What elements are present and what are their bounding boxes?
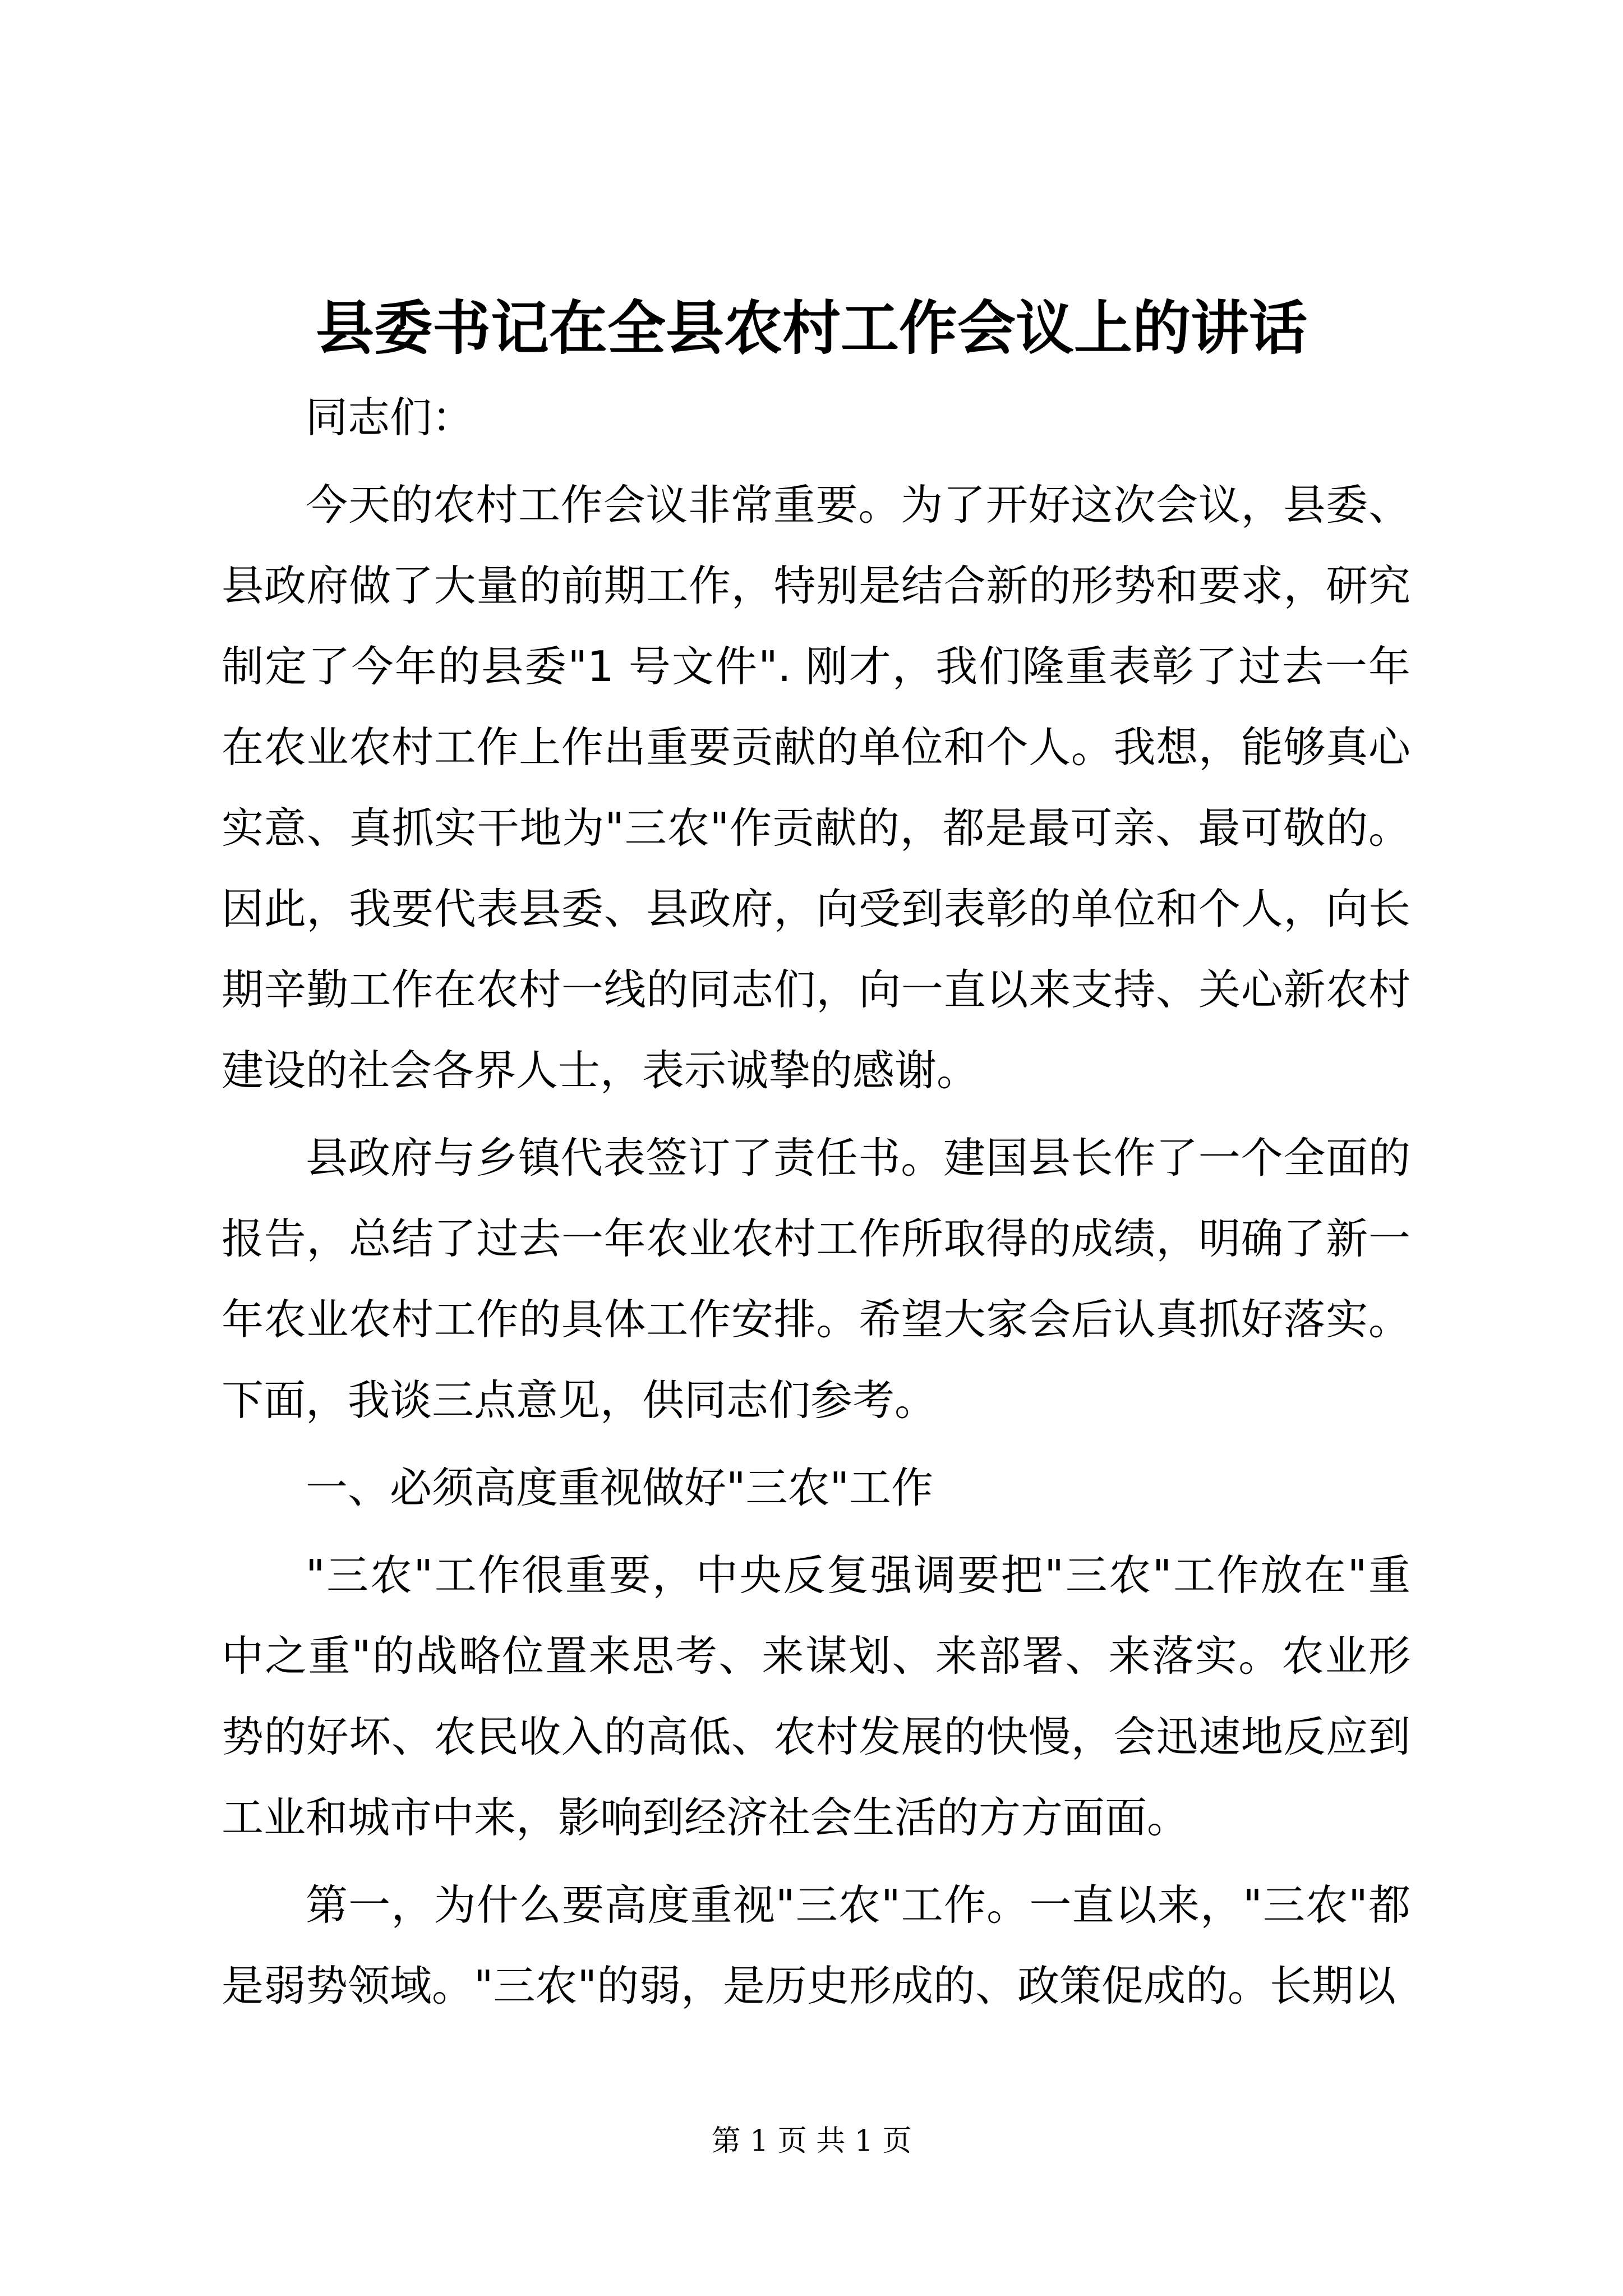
document-body [222,377,1410,2026]
page-footer: 第 1 页 共 1 页 [711,2124,912,2158]
salutation-paragraph: 同志们： [306,393,474,442]
body-paragraph: 县政府与乡镇代表签订了责任书。建国县长作了一个全面的报告，总结了过去一年农业农村工作所取得的成绩，明确了新一年农业农村工作的具体工作安排。希望大家会后认真抓好落实。下面，我谈三点意见，供同志们参考。 [222,1133,1410,1425]
section-heading: 一、必须高度重视做好"三农"工作 [306,1463,933,1512]
document-title: 县委书记在全县农村工作会议上的讲话 [315,293,1307,362]
body-paragraph: 今天的农村工作会议非常重要。为了开好这次会议，县委、县政府做了大量的前期工作，特别是结合新的形势和要求，研究制定了今年的县委"1 号文件". 刚才，我们隆重表彰了过去一年在农业农村工作上作出重要贡献的单位和个人。我想，能够真心实意、真抓实干地为"三农"作贡献的，都是最可亲、最可敬的。因此，我要代表县委、县政府，向受到表彰的单位和个人，向长期辛勤工作在农村一线的同志们，向一直以来支持、关心新农村建设的社会各界人士，表示诚挚的感谢。 [222,480,1410,1095]
body-paragraph: 第一，为什么要高度重视"三农"工作。一直以来，"三农"都是弱势领域。"三农"的弱，是历史形成的、政策促成的。长期以 [222,1880,1410,2010]
body-paragraph: "三农"工作很重要，中央反复强调要把"三农"工作放在"重中之重"的战略位置来思考、来谋划、来部署、来落实。农业形势的好坏、农民收入的高低、农村发展的快慢，会迅速地反应到工业和城市中来，影响到经济社会生活的方方面面。 [222,1550,1410,1842]
